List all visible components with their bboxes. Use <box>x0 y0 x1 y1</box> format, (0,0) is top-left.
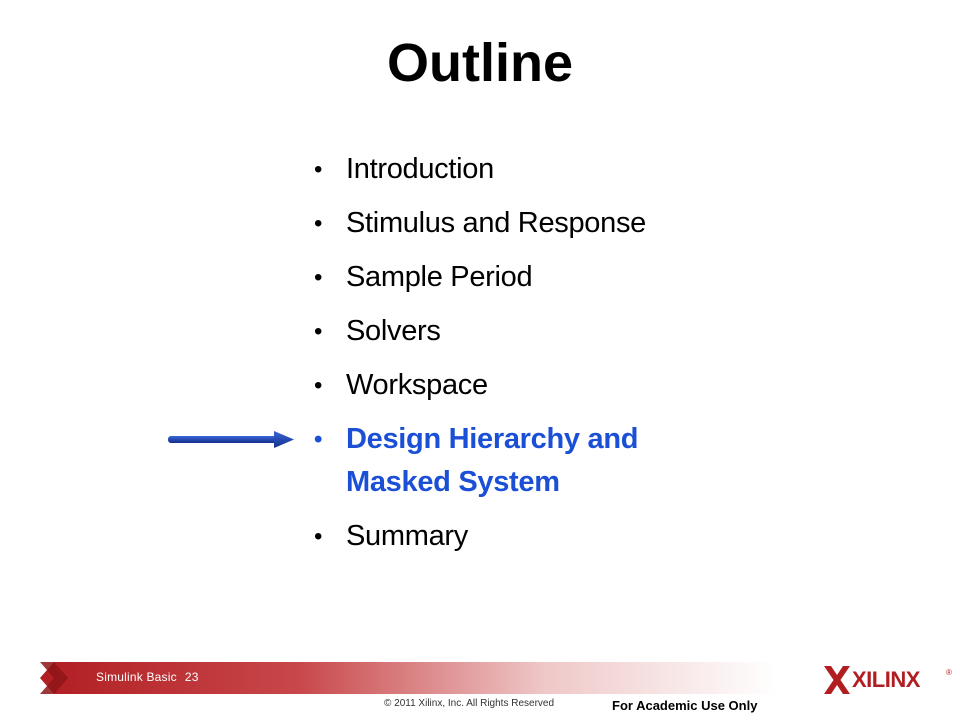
xilinx-logo <box>824 664 954 694</box>
outline-item <box>310 256 730 299</box>
logo-wordmark: XILINX <box>852 667 920 692</box>
bullet-dot-icon: • <box>314 372 323 399</box>
outline-item <box>310 310 730 353</box>
outline-item-text: Introduction <box>346 153 494 185</box>
xilinx-x-icon <box>824 666 850 694</box>
page-number: 23 <box>184 670 199 684</box>
outline-item-text: Summary <box>346 520 468 552</box>
outline-item-text: Sample Period <box>346 261 533 293</box>
slide-title: Outline <box>387 33 573 93</box>
outline-item-text: Design Hierarchy and <box>346 423 639 455</box>
outline-item-current <box>310 418 730 504</box>
course-name: Simulink Basic <box>96 670 177 684</box>
outline-item <box>310 202 730 245</box>
outline-item-text: Masked System <box>346 466 560 498</box>
footer-course-label <box>96 670 199 684</box>
logo-registered-mark: ® <box>946 668 952 677</box>
current-section-arrow-icon <box>168 428 296 452</box>
copyright-notice: © 2011 Xilinx, Inc. All Rights Reserved <box>384 698 555 709</box>
bullet-dot-icon: • <box>314 523 323 550</box>
outline-item-text: Workspace <box>346 369 488 401</box>
bullet-dot-icon: • <box>314 264 323 291</box>
outline-item-text: Stimulus and Response <box>346 207 646 239</box>
outline-bullet-list <box>310 148 730 569</box>
outline-item <box>310 515 730 558</box>
outline-item-text: Solvers <box>346 315 441 347</box>
bullet-dot-icon: • <box>314 318 323 345</box>
bullet-dot-icon: • <box>314 156 323 183</box>
bullet-dot-icon: • <box>314 210 323 237</box>
academic-use-notice: For Academic Use Only <box>612 698 758 713</box>
outline-item <box>310 364 730 407</box>
outline-item <box>310 148 730 191</box>
bullet-dot-icon: • <box>314 426 323 453</box>
